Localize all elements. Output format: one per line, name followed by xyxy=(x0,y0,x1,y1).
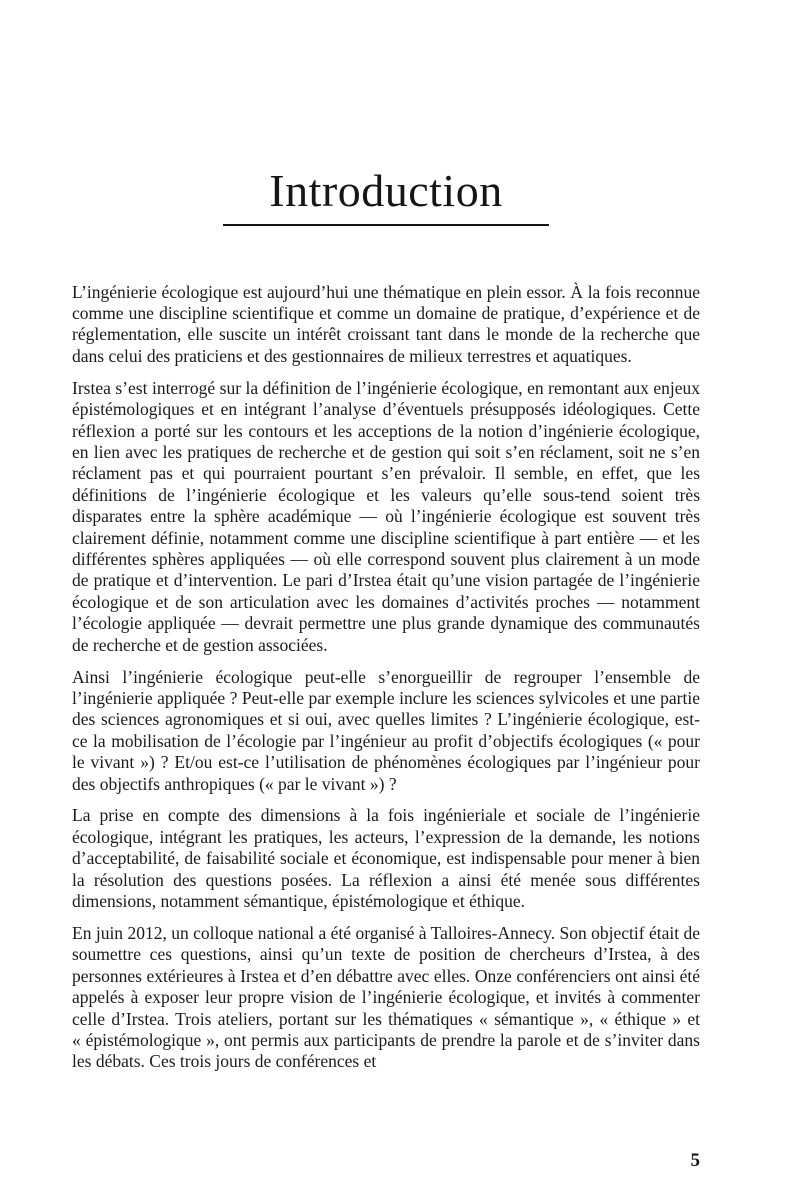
page-number: 5 xyxy=(690,1150,700,1171)
paragraph-5: En juin 2012, un colloque national a été organisé à Talloires-Annecy. Son objectif était de soumettre ces questions, ainsi qu’un texte de position de chercheurs d’Irstea, à des personnes extérieures à Irstea et d’en débattre avec elles. Onze conférenciers ont ainsi été appelés à exposer leur propre vision de l’ingénierie écologique, et invités à commenter celle d’Irstea. Trois ateliers, portant sur les thématiques « sémantique », « éthique » et « épistémologique », ont permis aux participants de prendre la parole et de s’inviter dans les débats. Ces trois jours de conférences et xyxy=(72,922,700,1072)
chapter-body xyxy=(72,282,700,1073)
paragraph-3: Ainsi l’ingénierie écologique peut-elle s’enorgueillir de regrouper l’ensemble de l’ingénierie appliquée ? Peut-elle par exemple inclure les sciences sylvicoles et une partie des sciences agronomiques et si oui, avec quelles limites ? L’ingénierie écologique, est-ce la mobilisation de l’écologie par l’ingénieur au profit d’objectifs écologiques (« pour le vivant ») ? Et/ou est-ce l’utilisation de phénomènes écologiques par l’ingénieur pour des objectifs anthropiques (« par le vivant ») ? xyxy=(72,666,700,794)
paragraph-1: L’ingénierie écologique est aujourd’hui une thématique en plein essor. À la fois reconnue comme une discipline scientifique et comme un domaine de pratique, d’expérience et de réglementation, elle suscite un intérêt croissant tant dans le monde de la recherche que dans celui des praticiens et des gestionnaires de milieux terrestres et aquatiques. xyxy=(72,281,700,366)
paragraph-4: La prise en compte des dimensions à la fois ingénieriale et sociale de l’ingénierie écologique, intégrant les pratiques, les acteurs, l’expression de la demande, les notions d’acceptabilité, de faisabilité sociale et économique, est indispensable pour mener à bien la résolution des questions posées. La réflexion a ainsi été menée sous différentes dimensions, notamment sémantique, épistémologique et éthique. xyxy=(72,805,700,912)
paragraph-2: Irstea s’est interrogé sur la définition de l’ingénierie écologique, en remontant aux enjeux épistémologiques et en intégrant l’analyse d’éventuels présupposés idéologiques. Cette réflexion a porté sur les contours et les acceptions de la notion d’ingénierie écologique, en lien avec les pratiques de recherche et de gestion qui soit s’en réclament, soit ne s’en réclament pas et qui pourraient pourtant s’en prévaloir. Il semble, en effet, que les définitions de l’ingénierie écologique et les valeurs qu’elle sous-tend soient très disparates entre la sphère académique — où l’ingénierie écologique est souvent très clairement définie, notamment comme une discipline scientifique à part entière — et les différentes sphères appliquées — où elle correspond souvent plus clairement à un mode de pratique et d’intervention. Le pari d’Irstea était qu’une vision partagée de l’ingénierie écologique et de son articulation avec les domaines d’activités proches — notamment l’écologie appliquée — devrait permettre une plus grande dynamique des communautés de recherche et de gestion associées. xyxy=(72,377,700,655)
chapter-title: Introduction xyxy=(269,165,503,216)
chapter-header xyxy=(72,0,700,226)
title-rule xyxy=(223,224,549,226)
